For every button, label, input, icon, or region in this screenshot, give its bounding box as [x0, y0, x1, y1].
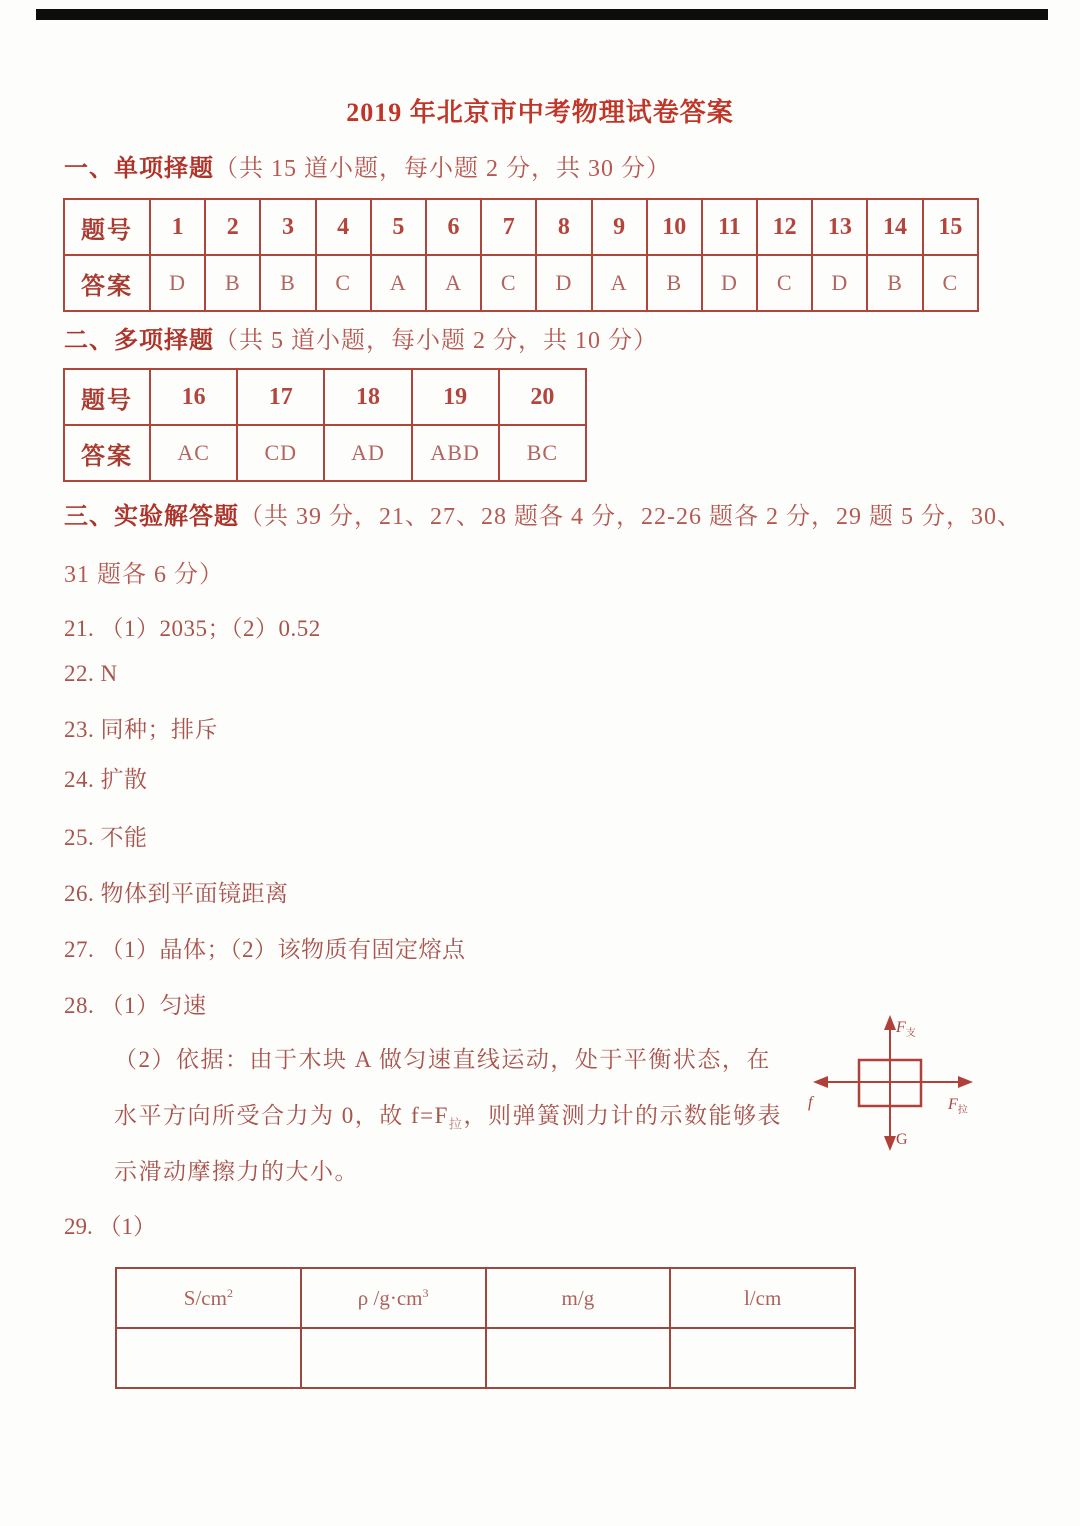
table-row-headers: [116, 1268, 855, 1328]
section3-heading: [64, 496, 1022, 531]
q28-line2-pre: 水平方向所受合力为 0，故 f=F: [114, 1103, 449, 1128]
table-row-empty: [116, 1328, 855, 1388]
question-number-cell: 2: [205, 199, 260, 255]
column-header-area: $S/cm^2$: [116, 1268, 301, 1328]
question-number-cell: 20: [499, 369, 586, 425]
section2-heading-note: （共 5 道小题，每小题 2 分，共 10 分）: [214, 328, 658, 354]
gravity-label: G: [896, 1131, 908, 1148]
question-number-cell: 14: [867, 199, 922, 255]
question-number-cell: 4: [316, 199, 371, 255]
question-number-cell: 13: [812, 199, 867, 255]
row-label: 答案: [64, 425, 150, 481]
friction-label: f: [808, 1094, 813, 1111]
answer-q28-part1: 28. （1）匀速: [64, 993, 207, 1018]
page-title: 2019 年北京市中考物理试卷答案: [346, 98, 734, 127]
answer-q25: 25. 不能: [64, 825, 148, 850]
empty-cell: [116, 1328, 301, 1388]
question-number-cell: 5: [371, 199, 426, 255]
answer-cell: C: [923, 255, 978, 311]
answer-cell: ABD: [412, 425, 499, 481]
right-arrowhead-icon: [958, 1076, 973, 1088]
answer-cell: B: [647, 255, 702, 311]
question-number-cell: 6: [426, 199, 481, 255]
answer-cell: C: [316, 255, 371, 311]
question-number-cell: 11: [702, 199, 757, 255]
empty-cell: [670, 1328, 855, 1388]
question-number-cell: 10: [647, 199, 702, 255]
q28-force-subscript: 拉: [448, 1116, 464, 1132]
answer-cell: C: [757, 255, 812, 311]
answer-q28-part2-line3: 示滑动摩擦力的大小。: [114, 1159, 359, 1184]
section2-heading-bold: 二、多项择题: [64, 328, 214, 354]
answer-cell: A: [426, 255, 481, 311]
column-header-length: l/cm: [670, 1268, 855, 1328]
empty-cell: [301, 1328, 486, 1388]
table-row-question-numbers: [64, 199, 978, 255]
answer-cell: D: [702, 255, 757, 311]
section3-heading-bold: 三、实验解答题: [64, 504, 239, 530]
answer-cell: AC: [150, 425, 237, 481]
left-arrowhead-icon: [813, 1076, 828, 1088]
section1-heading-bold: 一、单项择题: [64, 156, 214, 182]
answer-q22: 22. N: [64, 661, 118, 686]
answer-q26: 26. 物体到平面镜距离: [64, 881, 289, 906]
answer-q27: 27. （1）晶体；（2）该物质有固定熔点: [64, 937, 466, 962]
question-number-cell: 17: [237, 369, 324, 425]
answer-cell: D: [150, 255, 205, 311]
answer-cell: C: [481, 255, 536, 311]
question-number-cell: 9: [592, 199, 647, 255]
section1-heading: [64, 148, 671, 183]
answer-cell: D: [812, 255, 867, 311]
answer-cell: A: [371, 255, 426, 311]
pull-force-label: $F_拉$: [948, 1096, 968, 1116]
table-row-answers: [64, 255, 978, 311]
answer-q24: 24. 扩散: [64, 767, 148, 792]
empty-cell: [486, 1328, 671, 1388]
column-header-density: ρ $/g\cdot cm^3$: [301, 1268, 486, 1328]
section3-heading-line2: 31 题各 6 分）: [64, 562, 224, 588]
question-number-cell: 7: [481, 199, 536, 255]
table-row-question-numbers: [64, 369, 586, 425]
down-arrowhead-icon: [884, 1136, 896, 1151]
answer-q29-label: 29. （1）: [64, 1214, 156, 1239]
section3-heading-note: （共 39 分，21、27、28 题各 4 分，22-26 题各 2 分，29 题 5 分，30、: [239, 504, 1022, 530]
single-choice-answer-table: [63, 198, 979, 312]
question-number-cell: 8: [536, 199, 591, 255]
answer-q21: 21. （1）2035；（2）0.52: [64, 616, 321, 641]
question-number-cell: 3: [260, 199, 315, 255]
force-diagram: [800, 1008, 1000, 1158]
q28-line2-post: ，则弹簧测力计的示数能够表: [463, 1103, 782, 1128]
question-number-cell: 16: [150, 369, 237, 425]
answer-cell: CD: [237, 425, 324, 481]
answer-q28-part2-line2: [114, 1097, 804, 1133]
answer-cell: B: [867, 255, 922, 311]
scan-artifact-bar: [36, 9, 1048, 20]
answer-cell: A: [592, 255, 647, 311]
multi-choice-answer-table: [63, 368, 587, 482]
row-label: 答案: [64, 255, 150, 311]
answer-cell: B: [260, 255, 315, 311]
answer-cell: BC: [499, 425, 586, 481]
section1-heading-note: （共 15 道小题，每小题 2 分，共 30 分）: [214, 156, 671, 182]
answer-q23: 23. 同种；排斥: [64, 717, 218, 742]
support-force-label: $F_支$: [896, 1019, 916, 1039]
section2-heading: [64, 320, 658, 355]
answer-q28-part2-line1: （2）依据：由于木块 A 做匀速直线运动，处于平衡状态，在: [114, 1047, 771, 1072]
row-label: 题号: [64, 369, 150, 425]
up-arrowhead-icon: [884, 1015, 896, 1030]
question-number-cell: 15: [923, 199, 978, 255]
question-number-cell: 1: [150, 199, 205, 255]
column-header-mass: m/g: [486, 1268, 671, 1328]
row-label: 题号: [64, 199, 150, 255]
table-row-answers: [64, 425, 586, 481]
question-number-cell: 19: [412, 369, 499, 425]
answer-cell: B: [205, 255, 260, 311]
answer-cell: D: [536, 255, 591, 311]
question-number-cell: 12: [757, 199, 812, 255]
q29-measurement-table: [115, 1267, 856, 1389]
answer-cell: AD: [324, 425, 411, 481]
question-number-cell: 18: [324, 369, 411, 425]
